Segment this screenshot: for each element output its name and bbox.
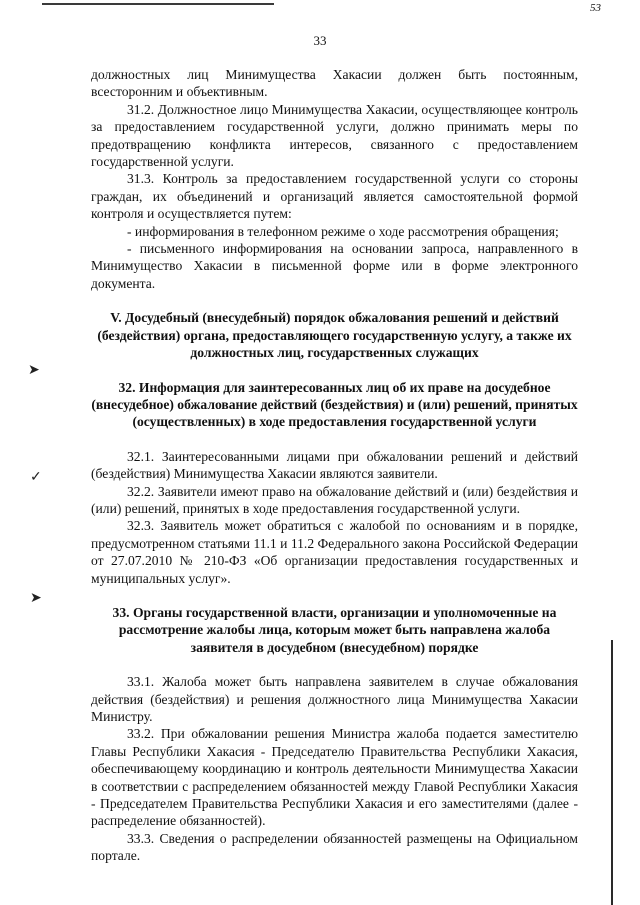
paragraph-continuation: должностных лиц Минимущества Хакасии должен быть постоянным, всесторонним и объективным. (91, 67, 578, 100)
heading-32: 32. Информация для заинтересованных лиц об их праве на досудебное (внесудебное) обжалование действий (бездействия) и (или) решений, принятых (осуществленных) в ходе предоставления государственной услуги (91, 379, 578, 430)
paragraph-31-3-item-2: - письменного информирования на основании запроса, направленного в Минимущество Хакасии в письменной форме или в форме электронного документа. (91, 241, 578, 291)
paragraph-33-3: 33.3. Сведения о распределении обязанностей размещены на Официальном портале. (91, 830, 578, 864)
paragraph-31-3-item-1: - информирования в телефонном режиме о ходе рассмотрения обращения; (127, 223, 559, 239)
document-body (91, 66, 578, 865)
margin-mark-2: ✓ (30, 470, 42, 485)
heading-33: 33. Органы государственной власти, организации и уполномоченные на рассмотрение жалобы лица, которым может быть направлена жалоба заявителя в досудебном (внесудебном) порядке (112, 604, 557, 655)
paragraph-33-2: 33.2. При обжаловании решения Министра жалоба подается заместителю Главы Республики Хакасия - Председателю Правительства Республики Хакасия, обеспечивающему координацию и контроль деятельности Минимущества Хакасии в соответствии с распределением обязанностей между Главой Республики Хакасия - Председателем Правительства Республики Хакасия и его заместителями (далее - распределение обязанностей). (91, 726, 578, 829)
top-rule (42, 3, 274, 5)
margin-line (611, 640, 613, 905)
paragraph-33-1: 33.1. Жалоба может быть направлена заявителем в случае обжалования действия (бездействия) и решения должностного лица Минимущества Хакасии Министру. (91, 674, 578, 724)
paragraph-31-2: 31.2. Должностное лицо Минимущества Хакасии, осуществляющее контроль за предоставлением государственной услуги, должно принимать меры по предотвращению конфликта интересов, связанного с предоставлением государственной услуги. (91, 101, 578, 170)
margin-mark-3: ➤ (30, 591, 42, 606)
paragraph-32-3: 32.3. Заявитель может обратиться с жалобой по основаниям и в порядке, предусмотренном статьями 11.1 и 11.2 Федерального закона Российской Федерации от 27.07.2010 № 210-ФЗ «Об организации предоставления государственных и муниципальных услуг». (91, 518, 578, 586)
paragraph-32-2: 32.2. Заявители имеют право на обжалование действий и (или) бездействия и (или) решений, принятых в ходе предоставления государственной услуги. (91, 483, 578, 516)
section-v-heading: V. Досудебный (внесудебный) порядок обжалования решений и действий (бездействия) органа, предоставляющего государственную услугу, а также их должностных лиц, государственных служащих (97, 310, 572, 361)
page-number: 33 (313, 33, 327, 48)
margin-mark-1: ➤ (28, 363, 40, 378)
paragraph-31-3: 31.3. Контроль за предоставлением государственной услуги со стороны граждан, их объединений и организаций является самостоятельной формой контроля и осуществляется путем: (91, 171, 578, 222)
paragraph-32-1: 32.1. Заинтересованными лицами при обжаловании решений и действий (бездействия) Минимущества Хакасии являются заявители. (91, 448, 578, 482)
corner-page-number: 53 (590, 2, 601, 14)
